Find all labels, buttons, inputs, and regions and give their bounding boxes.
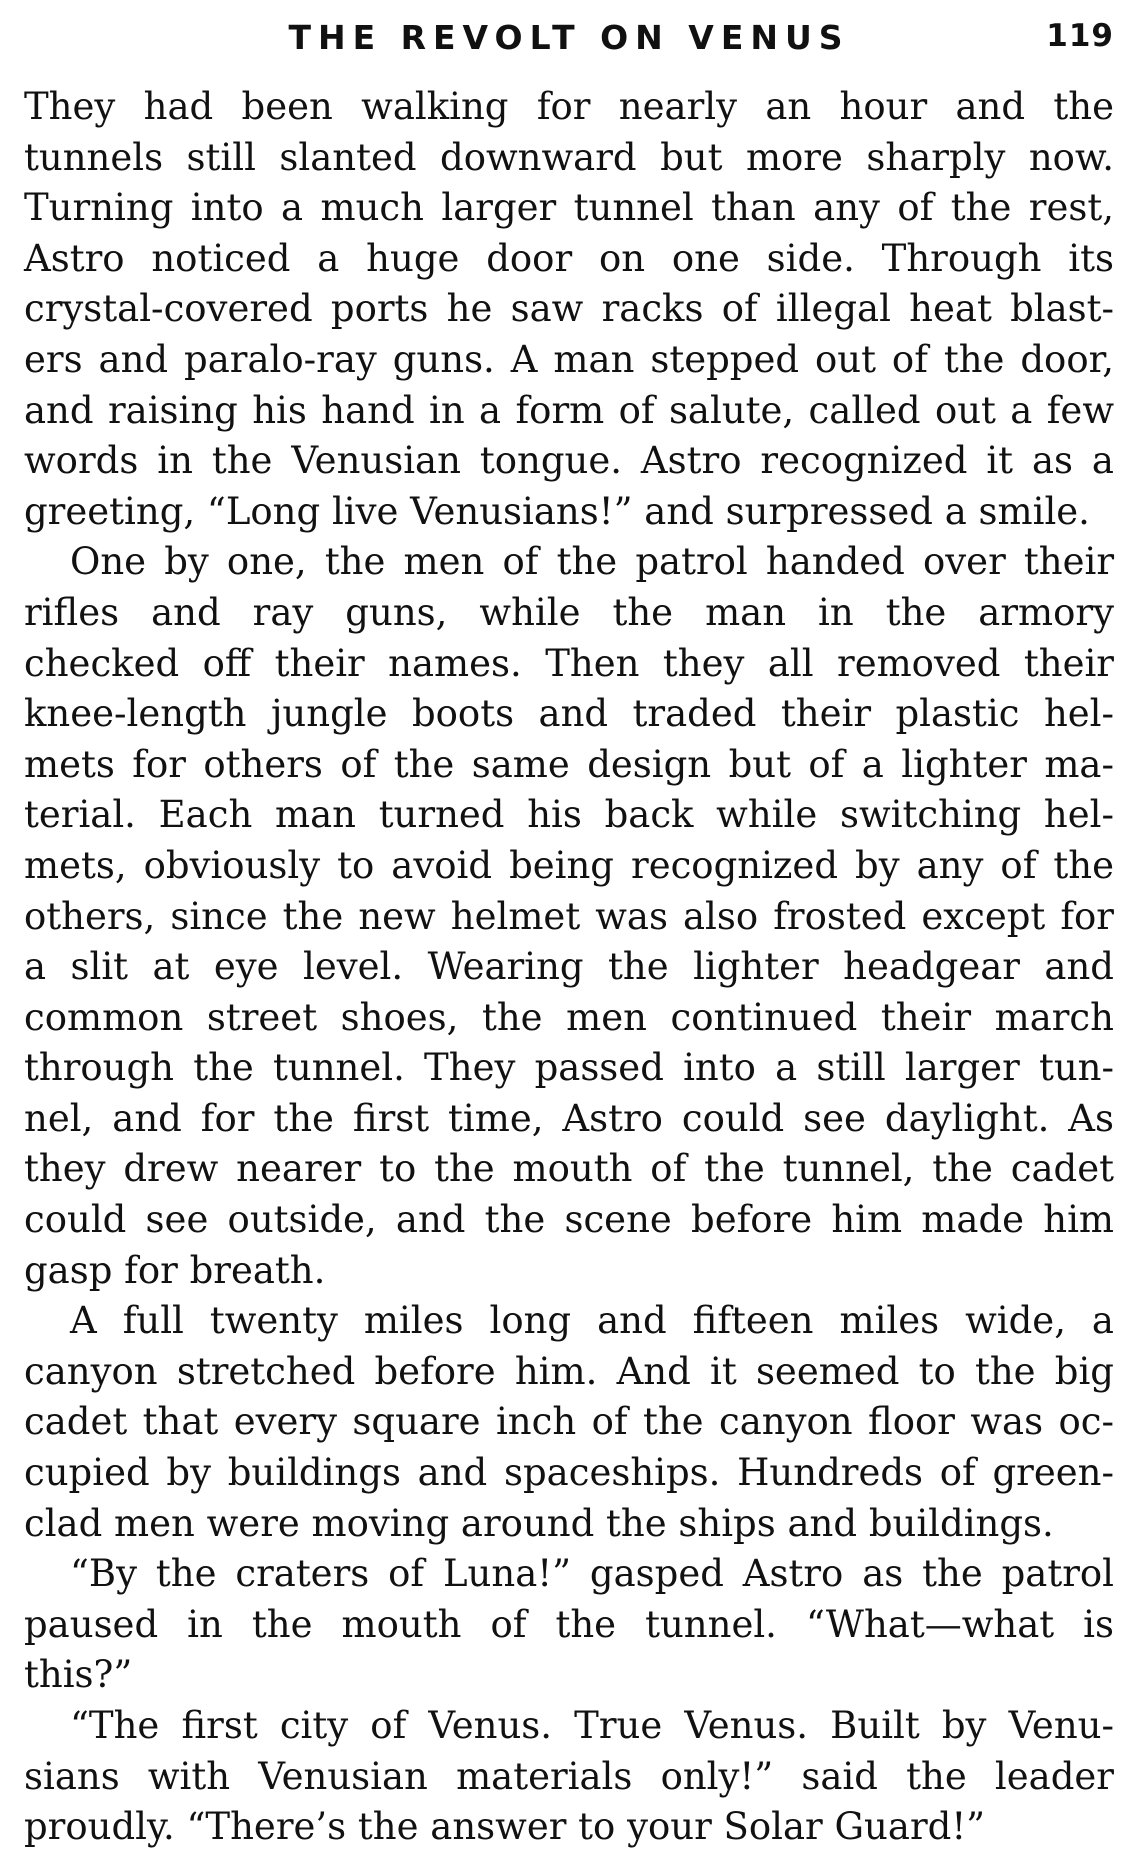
text-line: “By the craters of Luna!” gasped Astro as the patrol bbox=[70, 1552, 1114, 1596]
text-line: cupied by buildings and spaceships. Hundreds of green- bbox=[24, 1451, 1114, 1495]
text-line: ers and paralo-ray guns. A man stepped out of the door, bbox=[24, 337, 1114, 381]
text-line: canyon stretched before him. And it seemed to the big bbox=[24, 1349, 1114, 1393]
text-line: proudly. “There’s the answer to your Solar Guard!” bbox=[24, 1805, 986, 1849]
text-line: this?” bbox=[24, 1653, 133, 1697]
text-line: through the tunnel. They passed into a still larger tun- bbox=[24, 1046, 1114, 1090]
text-line: terial. Each man turned his back while switching hel- bbox=[24, 793, 1114, 837]
text-line: sians with Venusian materials only!” said the leader bbox=[24, 1754, 1114, 1798]
text-line: A full twenty miles long and fifteen miles wide, a bbox=[70, 1299, 1114, 1343]
text-line: nel, and for the first time, Astro could see daylight. As bbox=[24, 1096, 1114, 1140]
book-page bbox=[24, 12, 1114, 1853]
text-line: a slit at eye level. Wearing the lighter headgear and bbox=[24, 945, 1114, 989]
text-line: One by one, the men of the patrol handed over their bbox=[70, 540, 1114, 584]
text-line: greeting, “Long live Venusians!” and surpressed a smile. bbox=[24, 489, 1090, 533]
running-head bbox=[24, 12, 1114, 68]
text-line: knee-length jungle boots and traded their plastic hel- bbox=[24, 692, 1114, 736]
text-line: crystal-covered ports he saw racks of illegal heat blast- bbox=[24, 287, 1114, 331]
text-line: tunnels still slanted downward but more sharply now. bbox=[24, 135, 1114, 179]
text-line: “The first city of Venus. True Venus. Built by Venu- bbox=[70, 1704, 1114, 1747]
text-line: paused in the mouth of the tunnel. “What—what is bbox=[24, 1602, 1114, 1646]
text-line: others, since the new helmet was also frosted except for bbox=[24, 894, 1114, 938]
text-line: Astro noticed a huge door on one side. Through its bbox=[24, 236, 1114, 280]
body-text bbox=[24, 82, 1114, 1853]
text-line: common street shoes, the men continued their march bbox=[24, 995, 1114, 1039]
text-line: They had been walking for nearly an hour and the bbox=[24, 85, 1114, 128]
text-line: rifles and ray guns, while the man in the armory bbox=[24, 590, 1114, 634]
text-line: words in the Venusian tongue. Astro recognized it as a bbox=[24, 439, 1114, 483]
text-line: checked off their names. Then they all removed their bbox=[24, 641, 1114, 685]
text-line: could see outside, and the scene before him made him bbox=[24, 1198, 1114, 1242]
text-line: and raising his hand in a form of salute, called out a few bbox=[24, 388, 1114, 432]
text-line: mets for others of the same design but of a lighter ma- bbox=[24, 742, 1114, 786]
text-line: Turning into a much larger tunnel than any of the rest, bbox=[24, 186, 1114, 230]
text-line: gasp for breath. bbox=[24, 1248, 326, 1292]
text-line: they drew nearer to the mouth of the tunnel, the cadet bbox=[24, 1147, 1114, 1191]
text-line: clad men were moving around the ships and buildings. bbox=[24, 1501, 1054, 1545]
text-line: mets, obviously to avoid being recognized by any of the bbox=[24, 843, 1114, 887]
text-line: cadet that every square inch of the canyon floor was oc- bbox=[24, 1400, 1114, 1444]
page-number: 119 bbox=[1046, 18, 1114, 54]
running-title: THE REVOLT ON VENUS bbox=[288, 18, 850, 57]
